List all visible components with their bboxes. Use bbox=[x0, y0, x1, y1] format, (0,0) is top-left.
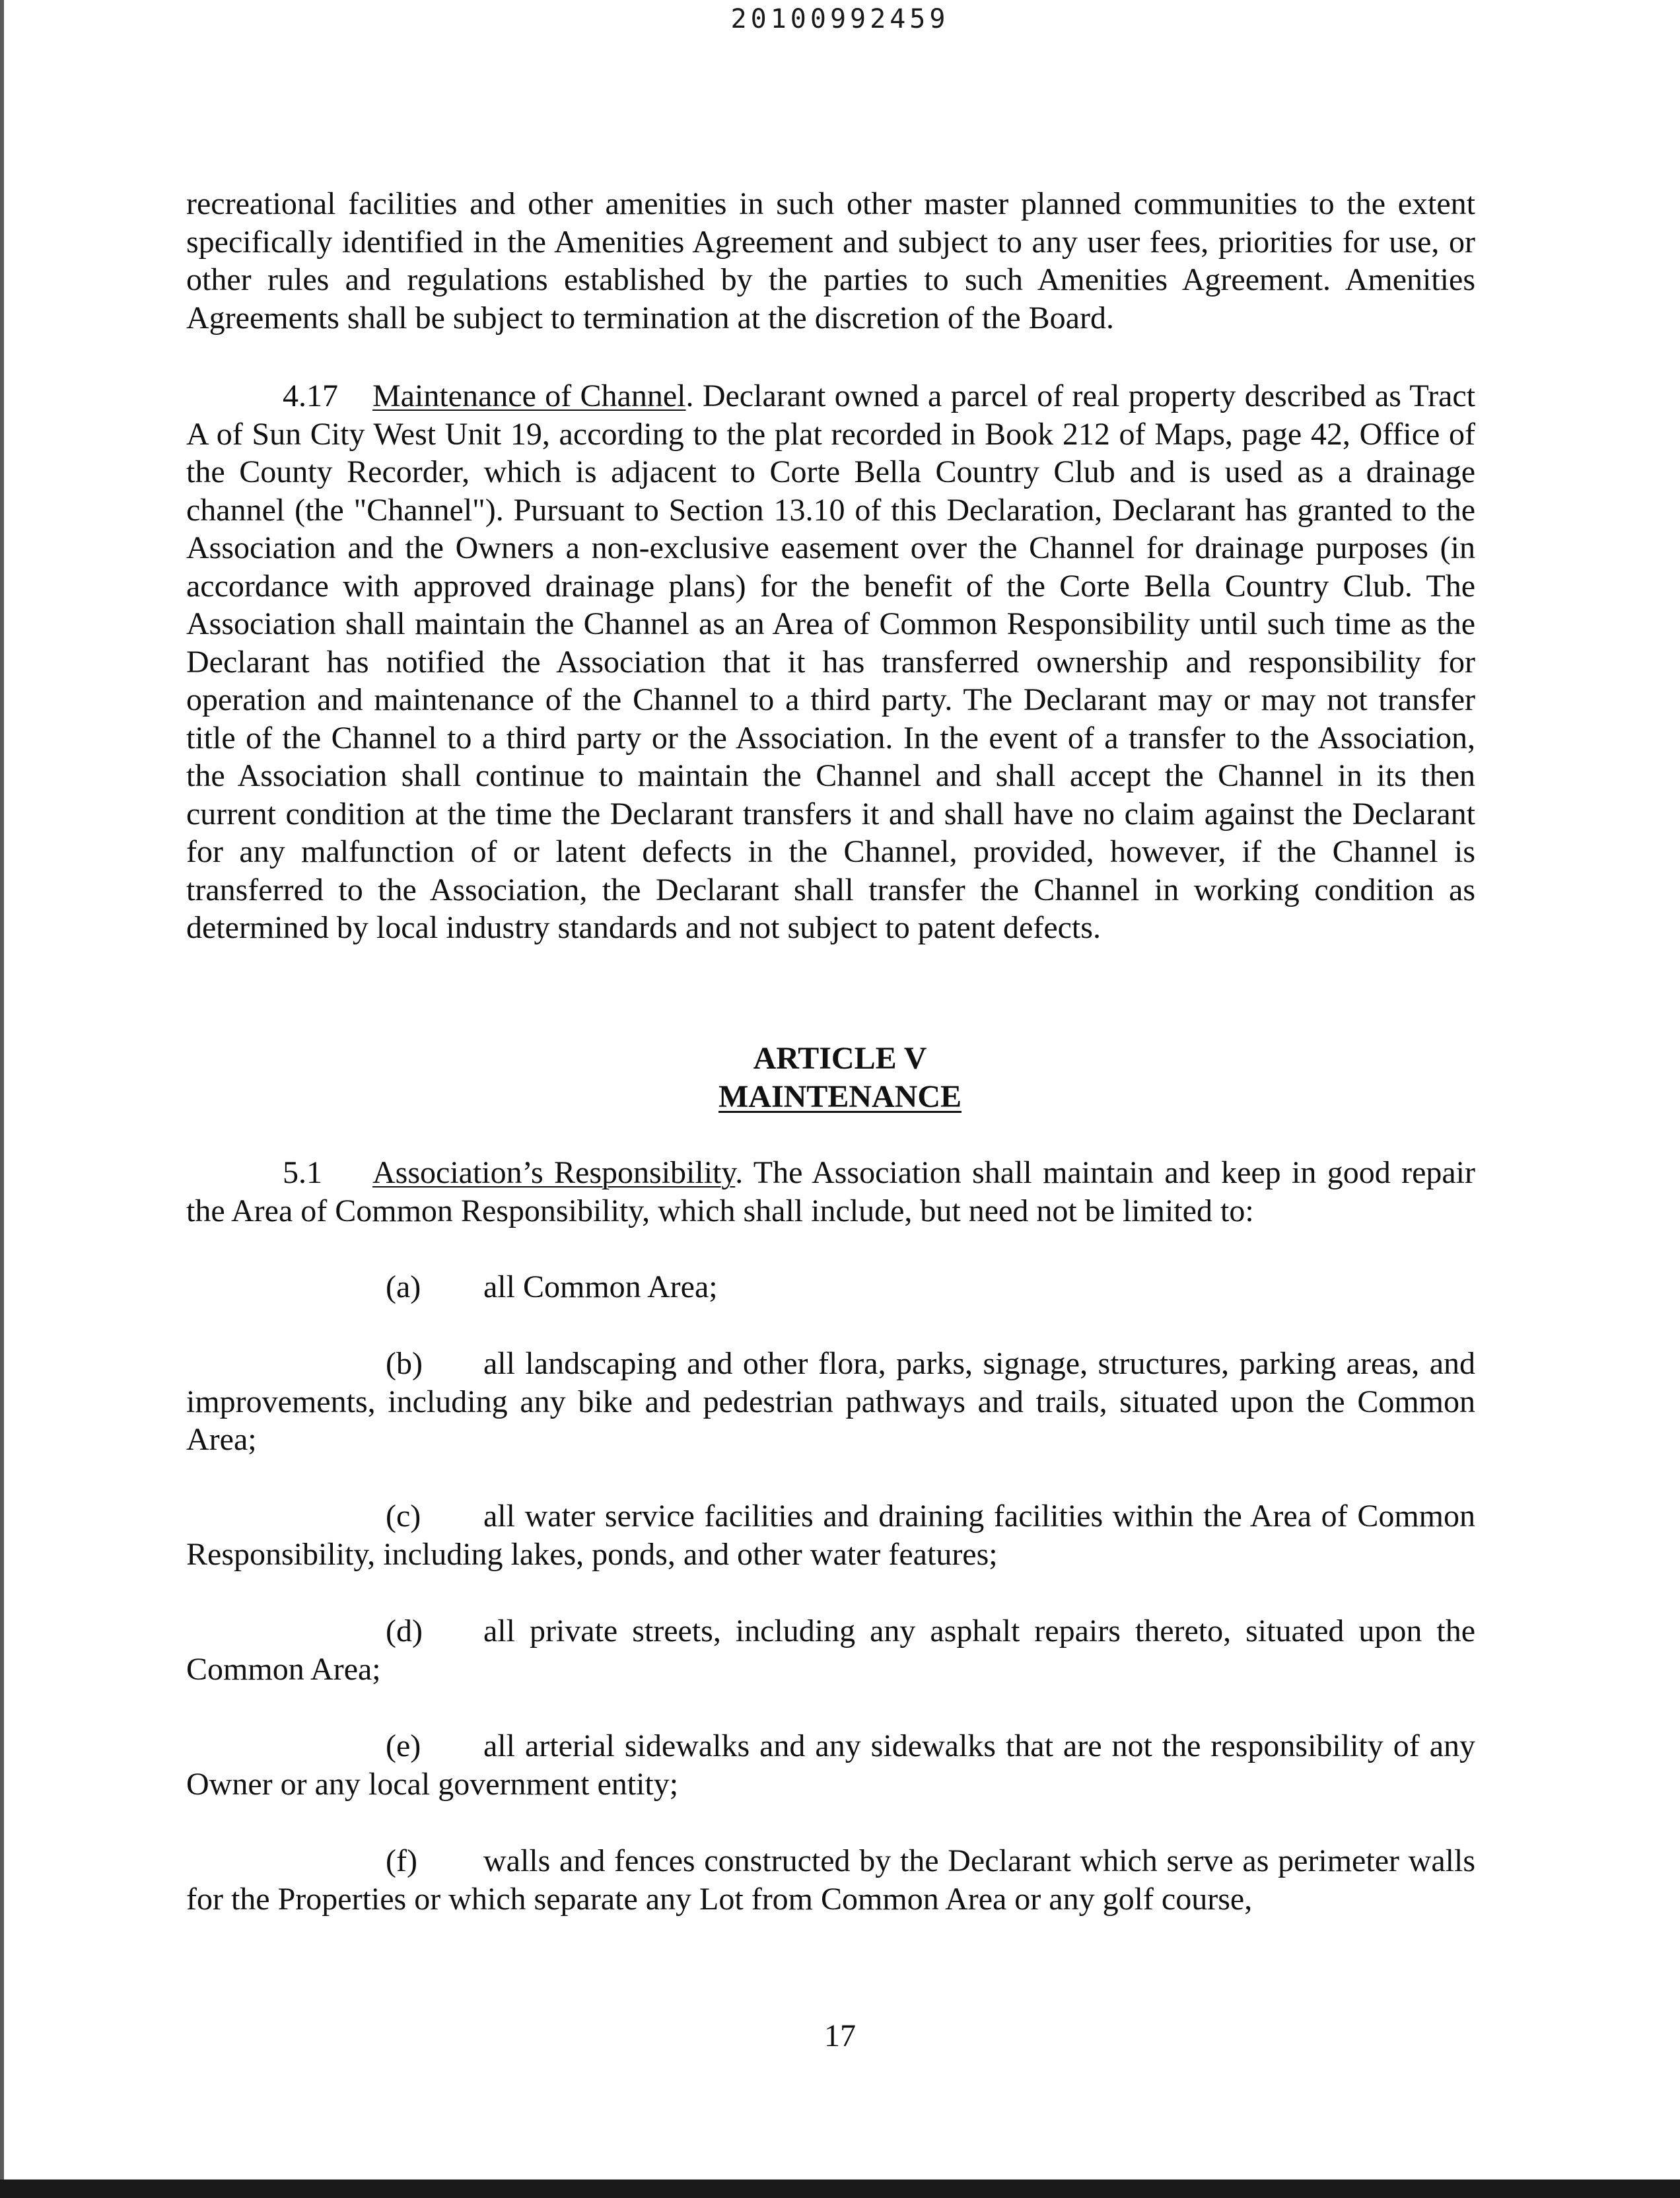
item-label: (c) bbox=[386, 1499, 421, 1534]
section-4-17 bbox=[186, 377, 1475, 947]
item-label: (f) bbox=[386, 1843, 417, 1878]
list-item bbox=[186, 1268, 1475, 1306]
continuation-text: recreational facilities and other amenities in such other master planned communities to the extent specifically identified in the Amenities Agreement and subject to any user fees, priorities for use, or other rules and regulations established by the parties to such Amenities Agreement. Amenities Agreements shall be subject to termination at the discretion of the Board. bbox=[186, 186, 1475, 336]
scan-bottom-edge bbox=[0, 2180, 1680, 2198]
article-heading bbox=[0, 1040, 1680, 1116]
list-item bbox=[186, 1842, 1475, 1918]
item-label: (b) bbox=[386, 1346, 423, 1381]
item-text: all water service facilities and draining facilities within the Area of Common Responsibility, including lakes, ponds, and other water features; bbox=[186, 1499, 1475, 1572]
section-title: Association’s Responsibility bbox=[372, 1155, 736, 1190]
item-text: all landscaping and other flora, parks, signage, structures, parking areas, and improvements, including any bike and pedestrian pathways and trails, situated upon the Common Area; bbox=[186, 1346, 1475, 1457]
item-label: (e) bbox=[386, 1728, 421, 1763]
item-text: all Common Area; bbox=[483, 1269, 718, 1304]
recording-number: 20100992459 bbox=[730, 4, 950, 34]
section-5-1 bbox=[186, 1154, 1475, 1230]
item-label: (a) bbox=[386, 1269, 421, 1304]
list-item bbox=[186, 1497, 1475, 1573]
list-item bbox=[186, 1612, 1475, 1688]
continuation-paragraph bbox=[186, 185, 1475, 337]
item-text: all private streets, including any asphalt repairs thereto, situated upon the Common Area; bbox=[186, 1613, 1475, 1687]
list-item bbox=[186, 1345, 1475, 1459]
section-text: . The Association shall maintain and keep in good repair the Area of Common Responsibility, which shall include, but need not be limited to: bbox=[186, 1155, 1475, 1228]
list-item bbox=[186, 1727, 1475, 1803]
article-title: MAINTENANCE bbox=[718, 1079, 962, 1114]
item-label: (d) bbox=[386, 1613, 423, 1648]
section-number: 4.17 bbox=[283, 378, 338, 413]
page-number: 17 bbox=[824, 2018, 856, 2053]
section-title: Maintenance of Channel bbox=[372, 378, 686, 413]
article-number: ARTICLE V bbox=[753, 1041, 927, 1076]
section-5-1-paragraph bbox=[186, 1154, 1475, 1230]
section-4-17-paragraph bbox=[186, 377, 1475, 947]
item-text: all arterial sidewalks and any sidewalks that are not the responsibility of any Owner or any local government entity; bbox=[186, 1728, 1475, 1802]
item-text: walls and fences constructed by the Declarant which serve as perimeter walls for the Properties or which separate any Lot from Common Area or any golf course, bbox=[186, 1843, 1475, 1917]
section-text: . Declarant owned a parcel of real property described as Tract A of Sun City West Unit 19, according to the plat recorded in Book 212 of Maps, page 42, Office of the County Recorder, which is adjacent to Corte Bella Country Club and is used as a drainage channel (the "Channel"). Pursuant to Section 13.10 of this Declaration, Declarant has granted to the Association and the Owners a non-exclusive easement over the Channel for drainage purposes (in accordance with approved drainage plans) for the benefit of the Corte Bella Country Club. The Association shall maintain the Channel as an Area of Common Responsibility until such time as the Declarant has notified the Association that it has transferred ownership and responsibility for operation and maintenance of the Channel to a third party. The Declarant may or may not transfer title of the Channel to a third party or the Association. In the event of a transfer to the Association, the Association shall continue to maintain the Channel and shall accept the Channel in its then current condition at the time the Declarant transfers it and shall have no claim against the Declarant for any malfunction of or latent defects in the Channel, provided, however, if the Channel is transferred to the Association, the Declarant shall transfer the Channel in working condition as determined by local industry standards and not subject to patent defects. bbox=[186, 378, 1475, 945]
section-number: 5.1 bbox=[283, 1155, 322, 1190]
